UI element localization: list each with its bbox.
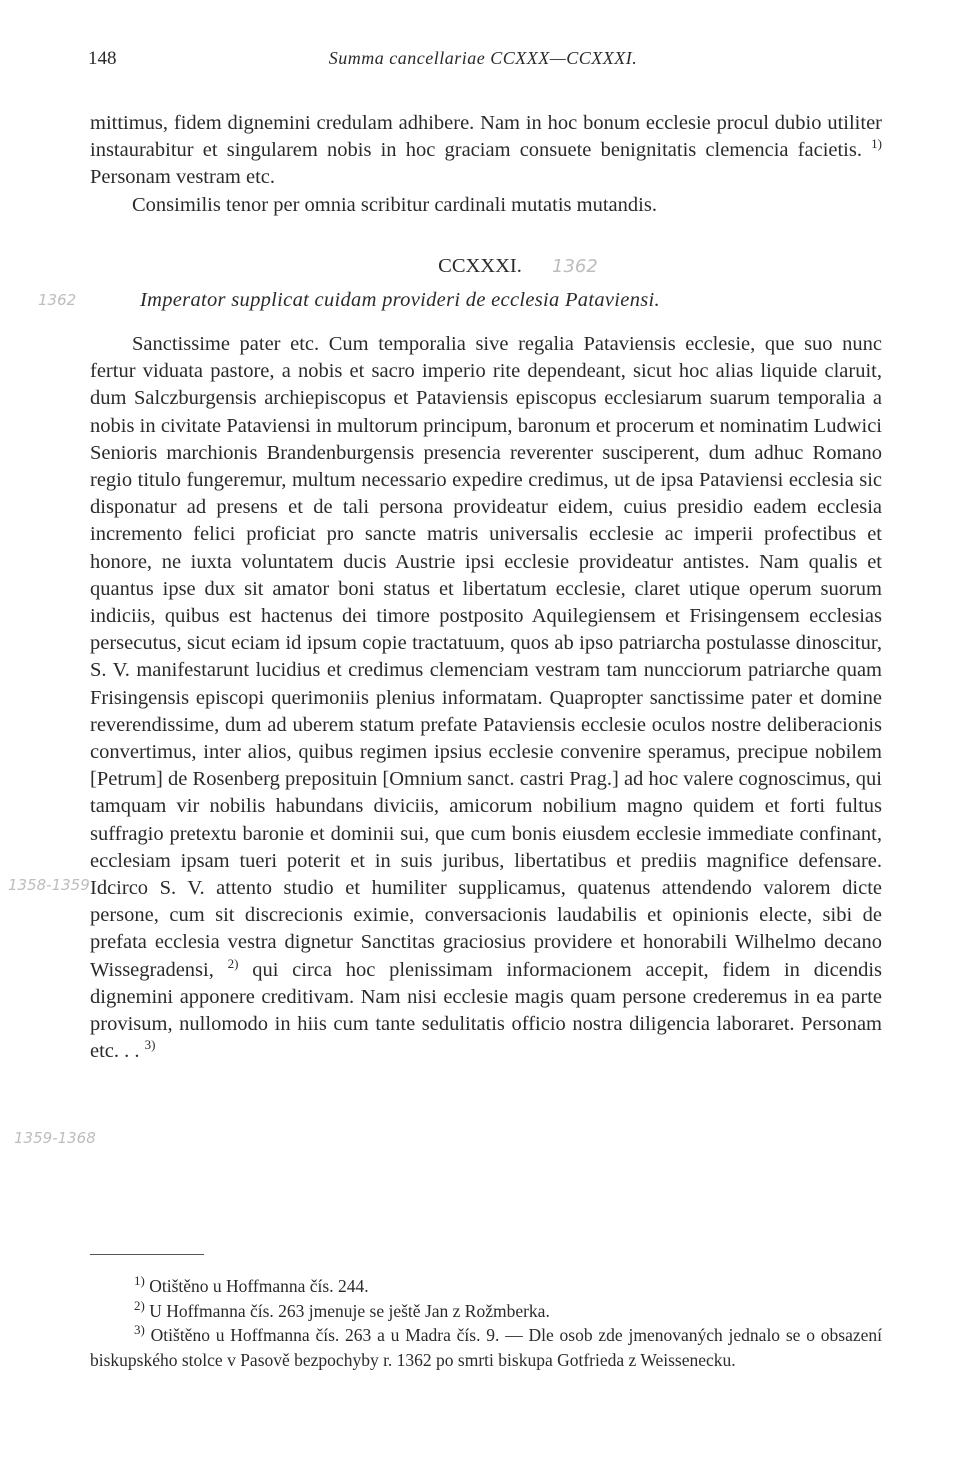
page-header [88, 48, 878, 74]
footnote-3 [90, 1323, 882, 1372]
pencil-margin-note-3: 1359-1368 [14, 1129, 96, 1147]
footnote-mark: 2) [134, 1297, 145, 1313]
footnote-ref-3: 3) [144, 1037, 156, 1053]
page-number: 148 [88, 48, 117, 69]
document-paragraph [90, 331, 882, 1065]
body-text-2: qui circa hoc plenissimam informacionem accepit, fidem in dicendis dignemini apponere creditivam. Nam nisi ecclesie magis quam persone crederemus in ea parte provisum, nullomodo in hiis cum tante sedulitatis officio nostra diligencia laboraret. Personam etc. . . [90, 958, 883, 1063]
footnote-text: Otištěno u Hoffmanna čís. 244. [149, 1276, 369, 1296]
running-head: Summa cancellariae CCXXX—CCXXXI. [328, 48, 638, 68]
footnote-ref-1: 1) [871, 136, 883, 152]
pencil-margin-note-2: 1358-1359 [8, 876, 90, 894]
footnote-2 [90, 1299, 882, 1324]
document-body [90, 331, 882, 1065]
footnote-text: U Hoffmanna čís. 263 jmenuje se ještě Jan z Rožmberka. [149, 1300, 550, 1321]
document-title: Imperator supplicat cuidam provideri de ecclesia Pataviensi. [140, 289, 660, 311]
footnote-1 [90, 1274, 882, 1299]
body-text-1: Sanctissime pater etc. Cum temporalia sive regalia Pataviensis ecclesie, que suo nunc fertur viduata pastore, a nobis et sacro imperio rite dependeant, sicut hoc alias liquide claruit, dum Salczburgensis archiepiscopus et Pataviensis episcopus ecclesiarum suarum temporalia a nobis in civitate Pataviensi in multorum principum, baronum et procerum et nominatim Ludwici Senioris marchionis Brandenburgensis presencia reverenter susciperent, dum adhuc Romano regio titulo fungeremur, multum necessario expedire credimus, ut de ipsa Pataviensi ecclesia sic disponatur ad presens et de tali persona provideatur eidem, cuius presidio eadem ecclesia incremento felici proficiat pro sancte matris universalis ecclesie ac imperii profectibus et honore, ne iuxta voluntatem ducis Austrie ipsi ecclesie provideatur antistes. Nam qualis et quantus ipse dux sit amator boni status et libertatum ecclesie, claret utique operum suorum indiciis, quibus est hactenus dei timore postposito Aquilegiensem et Frisingensem ecclesias persecutus, sicut eciam id ipsum copie tractatuum, quos ab ipso patriarcha postulasse dinoscitur, S. V. manifestarunt lucidius et credimus clemenciam vestram tam nuncciorum patriarche quam Frisingensis episcopi querimoniis plenius informatam. Quapropter sanctissime pater et domine reverendissime, dum ad uberem statum prefate Pataviensis ecclesie oculos nostre deliberacionis convertimus, inter alios, quibus regimen ipsius ecclesie convenire speramus, precipue nobilem [Petrum] de Rosenberg preposituin [Omnium sanct. castri Prag.] ad hoc valere cognoscimus, qui tamquam vir nobilis habundans diviciis, amicorum nobilium magno quidem et forti fultus suffragio pretextu baronie et dominii sui, que cum bonis eiusdem ecclesie immediate confinant, ecclesiam ipsam tueri poterit et in suis juribus, libertatibus et prediis magnifice defensare. Idcirco S. V. attento studio et humiliter supplicamus, quatenus attendendo valorem dicte persone, cum sit discrecionis eximie, conversacionis laudabilis et opinionis electe, sibi de prefata ecclesia vestra dignetur Sanctitas graciosius providere et honorabili Wilhelmo decano Wissegradensi, [90, 333, 882, 981]
footnote-mark: 3) [134, 1322, 145, 1338]
footnote-mark: 1) [134, 1273, 145, 1289]
footnote-ref-2: 2) [227, 955, 239, 971]
pencil-note-heading: 1362 [552, 256, 598, 277]
intro-sentence-end: Personam vestram etc. [90, 166, 276, 189]
pencil-margin-note-1: 1362 [38, 291, 77, 309]
document-number: CCXXXI. [438, 255, 522, 277]
footnote-separator [90, 1254, 204, 1255]
intro-text [90, 110, 882, 219]
intro-sentence: mittimus, fidem dignemini credulam adhibere. Nam in hoc bonum ecclesie procul dubio utiliter instaurabitur et singularem nobis in hoc graciam consuete benignitatis clemencia facietis. [90, 112, 882, 162]
footnotes [90, 1274, 882, 1372]
intro-paragraph-2: Consimilis tenor per omnia scribitur cardinali mutatis mutandis. [132, 193, 657, 216]
intro-paragraph [90, 110, 882, 192]
footnote-text: Otištěno u Hoffmanna čís. 263 a u Madra čís. 9. — Dle osob zde jmenovaných jednalo se o obsazení biskupského stolce v Pasově bezpochyby r. 1362 po smrti biskupa Gotfrieda z Weissenecku. [90, 1325, 882, 1370]
